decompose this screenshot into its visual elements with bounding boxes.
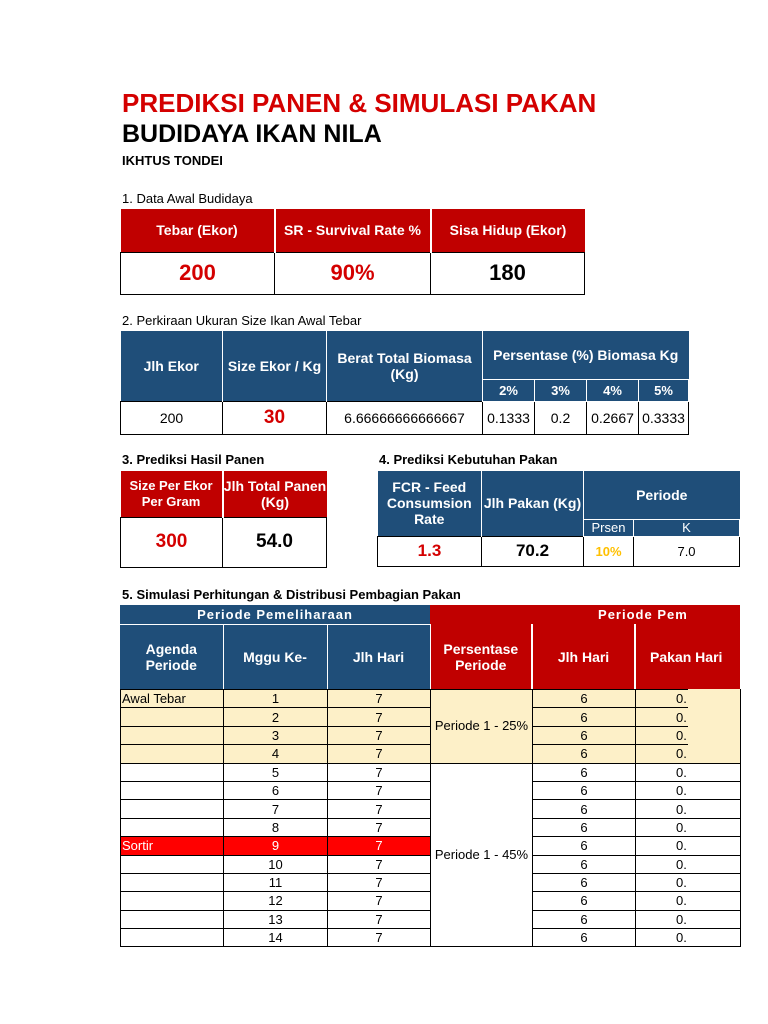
cell-days: 7 (328, 818, 431, 836)
cell-feed: 0. (636, 708, 741, 726)
value-pct-4: 0.2667 (587, 401, 639, 434)
header-tebar: Tebar (Ekor) (121, 209, 275, 252)
header-persentase-biomasa: Persentase (%) Biomasa Kg (483, 331, 689, 379)
header-jlh-total-panen: Jlh Total Panen (Kg) (223, 471, 327, 517)
cell-week: 2 (224, 708, 328, 726)
cell-days: 7 (328, 745, 431, 763)
cell-feed: 0. (636, 929, 741, 947)
header-pakan-hari: Pakan Hari (635, 624, 740, 689)
section4-title: 4. Prediksi Kebutuhan Pakan (379, 452, 558, 467)
cell-week: 7 (224, 800, 328, 818)
cell-agenda (121, 800, 224, 818)
cell-days2: 6 (533, 892, 636, 910)
cell-week: 4 (224, 745, 328, 763)
cell-feed: 0. (636, 873, 741, 891)
cell-days2: 6 (533, 726, 636, 744)
header-fcr: FCR - Feed Consumsion Rate (378, 471, 482, 536)
header-jlh-hari: Jlh Hari (327, 624, 430, 689)
cell-days: 7 (328, 690, 431, 708)
page-subtitle: BUDIDAYA IKAN NILA (122, 120, 382, 148)
cell-week: 6 (224, 781, 328, 799)
cell-agenda: Sortir (121, 837, 224, 855)
cell-days2: 6 (533, 763, 636, 781)
table-row (121, 690, 741, 708)
value-prsen: 10% (584, 536, 634, 566)
cell-days: 7 (328, 726, 431, 744)
header-size-per-ekor: Size Per Ekor Per Gram (121, 471, 223, 517)
cell-days2: 6 (533, 910, 636, 928)
cell-agenda (121, 745, 224, 763)
header-pct-2: 2% (483, 379, 535, 401)
header-mggu-ke: Mggu Ke- (223, 624, 327, 689)
header-berat-total: Berat Total Biomasa (Kg) (327, 331, 483, 401)
cell-week: 10 (224, 855, 328, 873)
section3-title: 3. Prediksi Hasil Panen (122, 452, 265, 467)
cell-week: 8 (224, 818, 328, 836)
section2-table (120, 331, 689, 435)
cell-agenda (121, 818, 224, 836)
cell-agenda (121, 873, 224, 891)
cell-agenda (121, 910, 224, 928)
cell-agenda (121, 763, 224, 781)
cell-days: 7 (328, 837, 431, 855)
cell-feed: 0. (636, 818, 741, 836)
value-tebar: 200 (121, 252, 275, 294)
header-prsen: Prsen (584, 519, 634, 536)
cell-days: 7 (328, 763, 431, 781)
cell-days2: 6 (533, 837, 636, 855)
value-pct-5: 0.3333 (639, 401, 689, 434)
table-row (121, 763, 741, 781)
value-pct-2: 0.1333 (483, 401, 535, 434)
cell-week: 5 (224, 763, 328, 781)
group-periode-pemberian: Periode Pem (430, 605, 740, 624)
cell-week: 14 (224, 929, 328, 947)
cell-days: 7 (328, 855, 431, 873)
cell-days2: 6 (533, 818, 636, 836)
header-sisa-hidup: Sisa Hidup (Ekor) (431, 209, 585, 252)
section5-rows (120, 689, 741, 947)
cell-days: 7 (328, 892, 431, 910)
cell-days: 7 (328, 800, 431, 818)
header-jlh-pakan: Jlh Pakan (Kg) (482, 471, 584, 536)
cell-week: 3 (224, 726, 328, 744)
cell-days2: 6 (533, 690, 636, 708)
value-survival-rate: 90% (275, 252, 431, 294)
value-size-ekor: 30 (223, 401, 327, 434)
value-jlh-pakan: 70.2 (482, 536, 584, 566)
cell-feed: 0. (636, 781, 741, 799)
cell-feed: 0. (636, 763, 741, 781)
cell-agenda (121, 855, 224, 873)
cell-agenda (121, 708, 224, 726)
cell-days: 7 (328, 708, 431, 726)
value-pct-3: 0.2 (535, 401, 587, 434)
value-jlh-total-panen: 54.0 (223, 517, 327, 567)
cell-days: 7 (328, 873, 431, 891)
cell-days2: 6 (533, 873, 636, 891)
cell-week: 13 (224, 910, 328, 928)
cell-week: 11 (224, 873, 328, 891)
header-k: K (634, 519, 740, 536)
period-highlight-overflow (688, 689, 740, 763)
cell-feed: 0. (636, 837, 741, 855)
value-jlh-ekor: 200 (121, 401, 223, 434)
cell-agenda (121, 781, 224, 799)
value-berat-total: 6.66666666666667 (327, 401, 483, 434)
cell-week: 9 (224, 837, 328, 855)
header-jlh-hari-2: Jlh Hari (532, 624, 635, 689)
section1-title: 1. Data Awal Budidaya (122, 191, 253, 206)
header-periode: Periode (584, 471, 740, 519)
value-size-per-ekor: 300 (121, 517, 223, 567)
cell-agenda (121, 726, 224, 744)
cell-feed: 0. (636, 892, 741, 910)
cell-week: 1 (224, 690, 328, 708)
value-k: 7.0 (634, 536, 740, 566)
page-title: PREDIKSI PANEN & SIMULASI PAKAN (122, 88, 597, 118)
section2-title: 2. Perkiraan Ukuran Size Ikan Awal Tebar (122, 313, 362, 328)
cell-feed: 0. (636, 855, 741, 873)
cell-feed: 0. (636, 745, 741, 763)
cell-days: 7 (328, 781, 431, 799)
cell-days2: 6 (533, 855, 636, 873)
header-pct-4: 4% (587, 379, 639, 401)
cell-days: 7 (328, 929, 431, 947)
cell-agenda (121, 892, 224, 910)
cell-feed: 0. (636, 800, 741, 818)
cell-days2: 6 (533, 800, 636, 818)
cell-days2: 6 (533, 929, 636, 947)
header-survival-rate: SR - Survival Rate % (275, 209, 431, 252)
header-persentase-periode: Persentase Periode (430, 624, 532, 689)
cell-days2: 6 (533, 745, 636, 763)
header-agenda-periode: Agenda Periode (120, 624, 223, 689)
section5-table (120, 605, 740, 690)
period-label-2: Periode 1 - 45% (431, 763, 533, 947)
header-jlh-ekor: Jlh Ekor (121, 331, 223, 401)
section5-title: 5. Simulasi Perhitungan & Distribusi Pembagian Pakan (122, 587, 461, 602)
header-pct-3: 3% (535, 379, 587, 401)
cell-week: 12 (224, 892, 328, 910)
value-fcr: 1.3 (378, 536, 482, 566)
section4-table (377, 471, 740, 567)
cell-feed: 0. (636, 726, 741, 744)
cell-agenda (121, 929, 224, 947)
cell-days: 7 (328, 910, 431, 928)
value-sisa-hidup: 180 (431, 252, 585, 294)
section3-table (120, 471, 327, 568)
author-name: IKHTUS TONDEI (122, 153, 223, 168)
cell-days2: 6 (533, 708, 636, 726)
header-size-ekor: Size Ekor / Kg (223, 331, 327, 401)
cell-days2: 6 (533, 781, 636, 799)
cell-agenda: Awal Tebar (121, 690, 224, 708)
header-pct-5: 5% (639, 379, 689, 401)
group-periode-pemeliharaan: Periode Pemeliharaan (120, 605, 430, 624)
period-label-1: Periode 1 - 25% (431, 690, 533, 764)
cell-feed: 0. (636, 690, 741, 708)
cell-feed: 0. (636, 910, 741, 928)
